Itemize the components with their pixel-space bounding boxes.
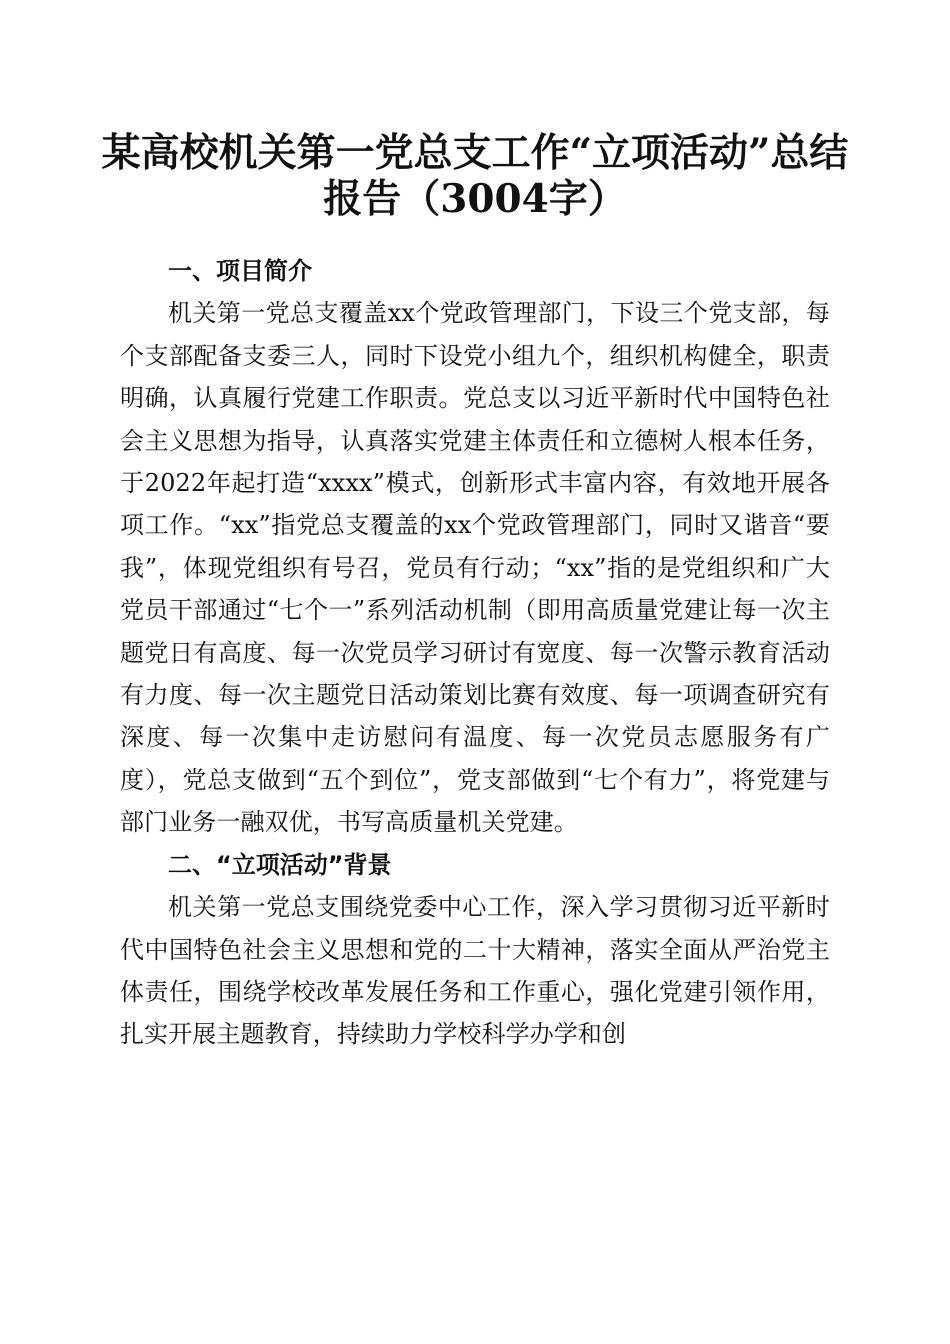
section-heading-background: 二、“立项活动”背景 bbox=[168, 850, 392, 879]
title-line-1: 某高校机关第一党总支工作“立项活动”总结 bbox=[101, 130, 849, 176]
document-title bbox=[100, 130, 850, 222]
section-paragraph-background: 机关第一党总支围绕党委中心工作，深入学习贯彻习近平新时代中国特色社会主义思想和党的二十大精神，落实全面从严治党主体责任，围绕学校改革发展任务和工作重心，强化党建引领作用，扎实开展主题教育，持续助力学校科学办学和创 bbox=[120, 893, 830, 1049]
title-line-2: 报告（3004字） bbox=[323, 176, 627, 222]
document-body bbox=[120, 250, 830, 1056]
section-heading-intro: 一、项目简介 bbox=[168, 257, 312, 285]
section-paragraph-intro: 机关第一党总支覆盖xx个党政管理部门，下设三个党支部，每个支部配备支委三人，同时下设党小组九个，组织机构健全，职责明确，认真履行党建工作职责。党总支以习近平新时代中国特色社会主义思想为指导，认真落实党建主体责任和立德树人根本任务，于2022年起打造“xxxx”模式，创新形式丰富内容，有效地开展各项工作。“xx”指党总支覆盖的xx个党政管理部门，同时又谐音“要我”，体现党组织有号召，党员有行动；“xx”指的是党组织和广大党员干部通过“七个一”系列活动机制（即用高质量党建让每一次主题党日有高度、每一次党员学习研讨有宽度、每一次警示教育活动有力度、每一次主题党日活动策划比赛有效度、每一项调查研究有深度、每一次集中走访慰问有温度、每一次党员志愿服务有广度），党总支做到“五个到位”，党支部做到“七个有力”，将党建与部门业务一融双优，书写高质量机关党建。 bbox=[120, 299, 830, 837]
